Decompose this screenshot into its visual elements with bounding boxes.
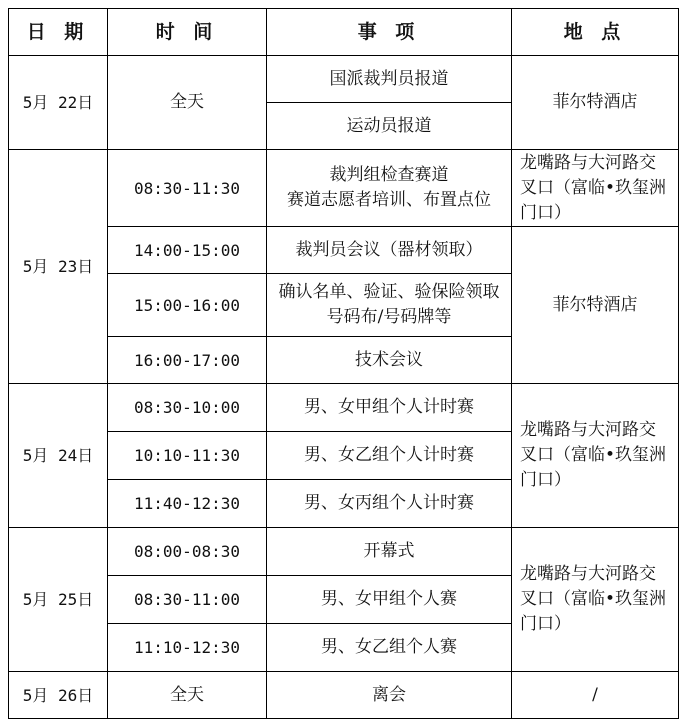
header-date: 日 期 (9, 9, 108, 56)
place-cell: 龙嘴路与大河路交叉口（富临•玖玺洲门口） (512, 528, 679, 672)
table-row (9, 384, 679, 432)
date-cell: 5月 25日 (9, 528, 108, 672)
time-cell: 08:30-10:00 (108, 384, 267, 432)
item-cell: 运动员报道 (267, 103, 512, 150)
item-cell: 男、女甲组个人赛 (267, 576, 512, 624)
time-cell: 08:00-08:30 (108, 528, 267, 576)
table-row (9, 150, 679, 227)
place-cell: 龙嘴路与大河路交叉口（富临•玖玺洲门口） (512, 384, 679, 528)
item-cell: 离会 (267, 672, 512, 719)
date-cell: 5月 26日 (9, 672, 108, 719)
time-cell: 16:00-17:00 (108, 337, 267, 384)
item-cell: 裁判员会议（器材领取） (267, 227, 512, 274)
item-cell: 技术会议 (267, 337, 512, 384)
item-cell: 开幕式 (267, 528, 512, 576)
item-cell: 确认名单、验证、验保险领取号码布/号码牌等 (267, 274, 512, 337)
place-cell: / (512, 672, 679, 719)
place-cell: 菲尔特酒店 (512, 56, 679, 150)
table-row (9, 56, 679, 103)
item-cell: 男、女乙组个人计时赛 (267, 432, 512, 480)
time-cell: 11:40-12:30 (108, 480, 267, 528)
date-cell: 5月 22日 (9, 56, 108, 150)
header-item: 事 项 (267, 9, 512, 56)
header-place: 地 点 (512, 9, 679, 56)
time-cell: 14:00-15:00 (108, 227, 267, 274)
table-row (9, 227, 679, 274)
table-row (9, 528, 679, 576)
item-cell: 男、女乙组个人赛 (267, 624, 512, 672)
place-cell: 龙嘴路与大河路交叉口（富临•玖玺洲门口） (512, 150, 679, 227)
date-cell: 5月 24日 (9, 384, 108, 528)
date-cell: 5月 23日 (9, 150, 108, 384)
time-cell: 全天 (108, 672, 267, 719)
item-cell: 男、女甲组个人计时赛 (267, 384, 512, 432)
item-cell: 男、女丙组个人计时赛 (267, 480, 512, 528)
item-cell: 裁判组检查赛道 赛道志愿者培训、布置点位 (267, 150, 512, 227)
time-cell: 11:10-12:30 (108, 624, 267, 672)
time-cell: 全天 (108, 56, 267, 150)
time-cell: 08:30-11:00 (108, 576, 267, 624)
schedule-table-container (8, 8, 679, 719)
table-row (9, 672, 679, 719)
time-cell: 10:10-11:30 (108, 432, 267, 480)
schedule-table (8, 8, 679, 719)
place-cell: 菲尔特酒店 (512, 227, 679, 384)
item-cell: 国派裁判员报道 (267, 56, 512, 103)
time-cell: 15:00-16:00 (108, 274, 267, 337)
header-row (9, 9, 679, 56)
time-cell: 08:30-11:30 (108, 150, 267, 227)
header-time: 时 间 (108, 9, 267, 56)
